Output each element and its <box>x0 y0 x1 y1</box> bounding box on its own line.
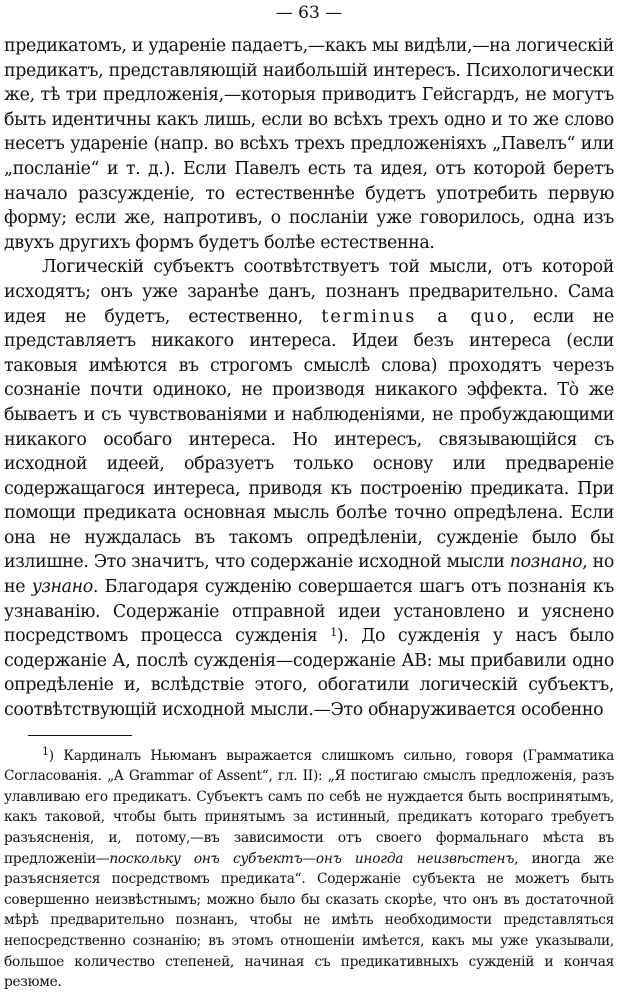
paragraph-2-part-d: . Благодаря сужденію совершается шагъ отъ познанія къ узнаванію. Содержаніе отправной идеи установлено и уяснено посредствомъ процесса сужденія <box>4 577 614 647</box>
footnote-part-a: ) Кардиналъ Ньюманъ выражается слишкомъ сильно, говоря (Грамматика Согласованія. „A Grammar of Assent“, гл. II): „Я постигаю смыслъ предложенія, разъ улавливаю его предикатъ. Субъектъ самъ по себѣ не нуждается быть воспринятымъ, какъ таковой, чтобы быть принятымъ за истинный, предикатъ котораго требуетъ разъясненія, и, потому,—въ зависимости отъ своего формальнаго мѣста въ предложеніи— <box>4 747 614 867</box>
paragraph-1: предикатомъ, и удареніе падаетъ,—какъ мы видѣли,—на логическій предикатъ, представляющій наибольшій интересъ. Психологически же, тѣ три предложенія,—которыя приводитъ Гейсгардъ, не могутъ быть идентичны какъ лишь, если во всѣхъ трехъ одно и то же слово несетъ удареніе (напр. во всѣхъ трехъ предложеніяхъ „Павелъ“ или „посланіе“ и т. д.). Если Павелъ есть та идея, отъ которой беретъ начало разсужденіе, то естественнѣе будетъ употребить первую форму; если же, напротивъ, о посланіи уже говорилось, одна изъ двухъ другихъ формъ будетъ болѣе естественна. <box>4 36 614 253</box>
paragraph-2-part-c: , но не <box>4 552 614 598</box>
footnote-italic-phrase: поскольку онъ субъектъ—онъ иногда неизвѣстенъ <box>109 850 515 867</box>
italic-word-poznano: познано <box>509 552 583 573</box>
paragraph-2-part-a: Логическій субъектъ соотвѣтствуетъ той мысли, отъ которой исходятъ; онъ уже заранѣе данъ, познанъ предварительно. Сама идея не будетъ, естественно, <box>4 257 614 327</box>
footnote-reference: 1 <box>330 626 337 640</box>
paragraph-2-part-e: ). До сужденія у насъ было содержаніе А, послѣ сужденія—содержаніе АВ: мы прибавили одно опредѣленіе и, вслѣдствіе этого, обогатили логическій субъектъ, соотвѣтствующій исходной мысли.—Это обнаруживается особенно <box>4 626 615 721</box>
footnote <box>4 746 614 993</box>
footnote-paragraph <box>4 746 614 993</box>
footnote-divider <box>28 735 132 736</box>
italic-word-uznano: узнано <box>31 577 93 598</box>
body-text <box>4 34 614 723</box>
paragraph-2-part-b: , если не представляетъ никакого интереса. Идеи безъ интереса (если таковыя имѣются въ строгомъ смыслѣ слова) проходятъ черезъ сознаніе почти одиноко, не производя никакого эффекта. Тò же бываетъ и съ чувствованіями и наблюденіями, не пробуждающими никакого особаго интереса. Но интересъ, связывающійся съ исходной идеей, образуетъ только основу или предвареніе содержащагося интереса, приводя къ построенію предиката. При помощи предиката основная мысль болѣе точно опредѣлена. Если она не нуждалась въ такомъ опредѣленіи, сужденіе было бы излишне. Это значитъ, что содержаніе исходной мысли <box>4 306 614 573</box>
footnote-marker: 1 <box>42 744 49 758</box>
latin-term: terminus a quo <box>321 306 510 327</box>
page-number: — 63 — <box>275 3 343 23</box>
footnote-part-b: , иногда же разъясняется посредствомъ предиката“. Содержаніе субъекта не можетъ быть совершенно неизвѣстнымъ; можно было бы сказать скорѣе, что онъ въ достаточной мѣрѣ предварительно познанъ, чтобы не имѣть необходимости представляться непосредственно сознанію; въ этомъ отношеніи имѣется, какъ мы уже указывали, большое количество степеней, начиная съ предикативныхъ сужденій и кончая резюме. <box>4 850 615 991</box>
paragraph-2 <box>4 255 614 722</box>
